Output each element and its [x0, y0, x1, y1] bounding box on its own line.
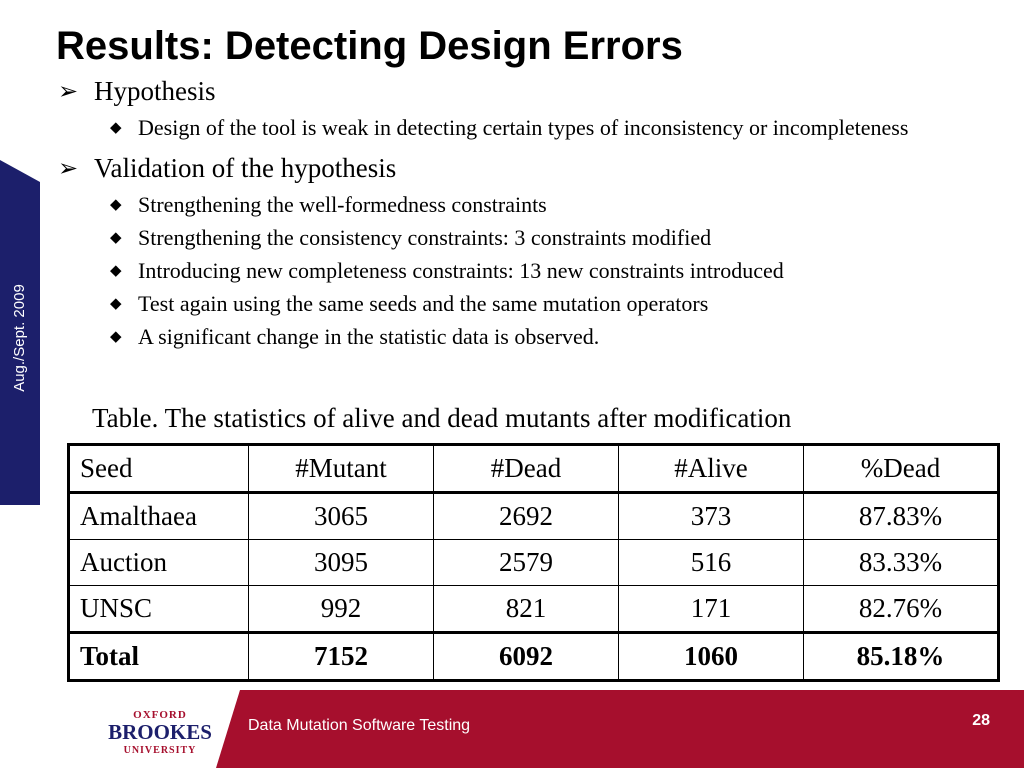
- cell-dead: 2692: [434, 493, 619, 540]
- table-total-row: [69, 633, 999, 681]
- table-row: [69, 540, 999, 586]
- sub-bullet: [56, 323, 996, 350]
- cell-percent-dead: 82.76%: [804, 586, 999, 633]
- diamond-bullet-icon: ◆: [110, 261, 122, 279]
- cell-seed: Amalthaea: [69, 493, 249, 540]
- bullet-validation: [56, 151, 996, 185]
- sub-bullet-text: Design of the tool is weak in detecting certain types of inconsistency or incompleteness: [138, 115, 909, 140]
- bullet-list: [56, 72, 996, 360]
- cell-mutant: 3065: [249, 493, 434, 540]
- sub-bullets-validation: [56, 191, 996, 350]
- arrow-bullet-icon: ➢: [58, 154, 79, 182]
- header-seed: Seed: [69, 445, 249, 493]
- bullet-text: Hypothesis: [94, 76, 216, 106]
- slide-title: Results: Detecting Design Errors: [56, 24, 683, 68]
- table-row: [69, 493, 999, 540]
- sub-bullet-text: A significant change in the statistic data is observed.: [138, 324, 600, 349]
- cell-percent-dead: 87.83%: [804, 493, 999, 540]
- diamond-bullet-icon: ◆: [110, 327, 122, 345]
- statistics-table: [67, 443, 1000, 682]
- sub-bullet: [56, 191, 996, 218]
- logo-line-university: UNIVERSITY: [123, 745, 197, 756]
- cell-dead: 821: [434, 586, 619, 633]
- slide-footer: [0, 690, 1024, 768]
- cell-percent-dead: 83.33%: [804, 540, 999, 586]
- cell-mutant: 3095: [249, 540, 434, 586]
- sub-bullet: [56, 224, 996, 251]
- table-header-row: [69, 445, 999, 493]
- cell-total-alive: 1060: [619, 633, 804, 681]
- side-date-label: Aug./Sept. 2009: [11, 284, 28, 392]
- sub-bullet: [56, 114, 996, 141]
- header-alive: #Alive: [619, 445, 804, 493]
- oxford-brookes-logo: [100, 702, 220, 758]
- sub-bullet-text: Introducing new completeness constraints: 13 new constraints introduced: [138, 258, 784, 283]
- sub-bullet-text: Strengthening the well-formedness constraints: [138, 192, 547, 217]
- diamond-bullet-icon: ◆: [110, 195, 122, 213]
- arrow-bullet-icon: ➢: [58, 77, 79, 105]
- cell-total-mutant: 7152: [249, 633, 434, 681]
- diamond-bullet-icon: ◆: [110, 228, 122, 246]
- header-dead: #Dead: [434, 445, 619, 493]
- header-mutant: #Mutant: [249, 445, 434, 493]
- sub-bullet: [56, 290, 996, 317]
- sub-bullet: [56, 257, 996, 284]
- diamond-bullet-icon: ◆: [110, 118, 122, 136]
- cell-alive: 171: [619, 586, 804, 633]
- cell-total-percent-dead: 85.18%: [804, 633, 999, 681]
- sub-bullet-text: Strengthening the consistency constraints: 3 constraints modified: [138, 225, 712, 250]
- table-caption: Table. The statistics of alive and dead mutants after modification: [92, 403, 792, 433]
- cell-dead: 2579: [434, 540, 619, 586]
- bullet-hypothesis: [56, 74, 996, 108]
- footer-course-title: Data Mutation Software Testing: [248, 717, 471, 734]
- diamond-bullet-icon: ◆: [110, 294, 122, 312]
- cell-alive: 373: [619, 493, 804, 540]
- cell-total-label: Total: [69, 633, 249, 681]
- logo-line-brookes: BROOKES: [108, 720, 212, 744]
- cell-mutant: 992: [249, 586, 434, 633]
- header-percent-dead: %Dead: [804, 445, 999, 493]
- cell-seed: UNSC: [69, 586, 249, 633]
- logo-line-oxford: OXFORD: [133, 709, 187, 721]
- sub-bullet-text: Test again using the same seeds and the same mutation operators: [138, 291, 709, 316]
- cell-seed: Auction: [69, 540, 249, 586]
- sub-bullets-hypothesis: [56, 114, 996, 141]
- page-number: 28: [972, 712, 990, 729]
- cell-alive: 516: [619, 540, 804, 586]
- bullet-text: Validation of the hypothesis: [94, 153, 397, 183]
- cell-total-dead: 6092: [434, 633, 619, 681]
- table-row: [69, 586, 999, 633]
